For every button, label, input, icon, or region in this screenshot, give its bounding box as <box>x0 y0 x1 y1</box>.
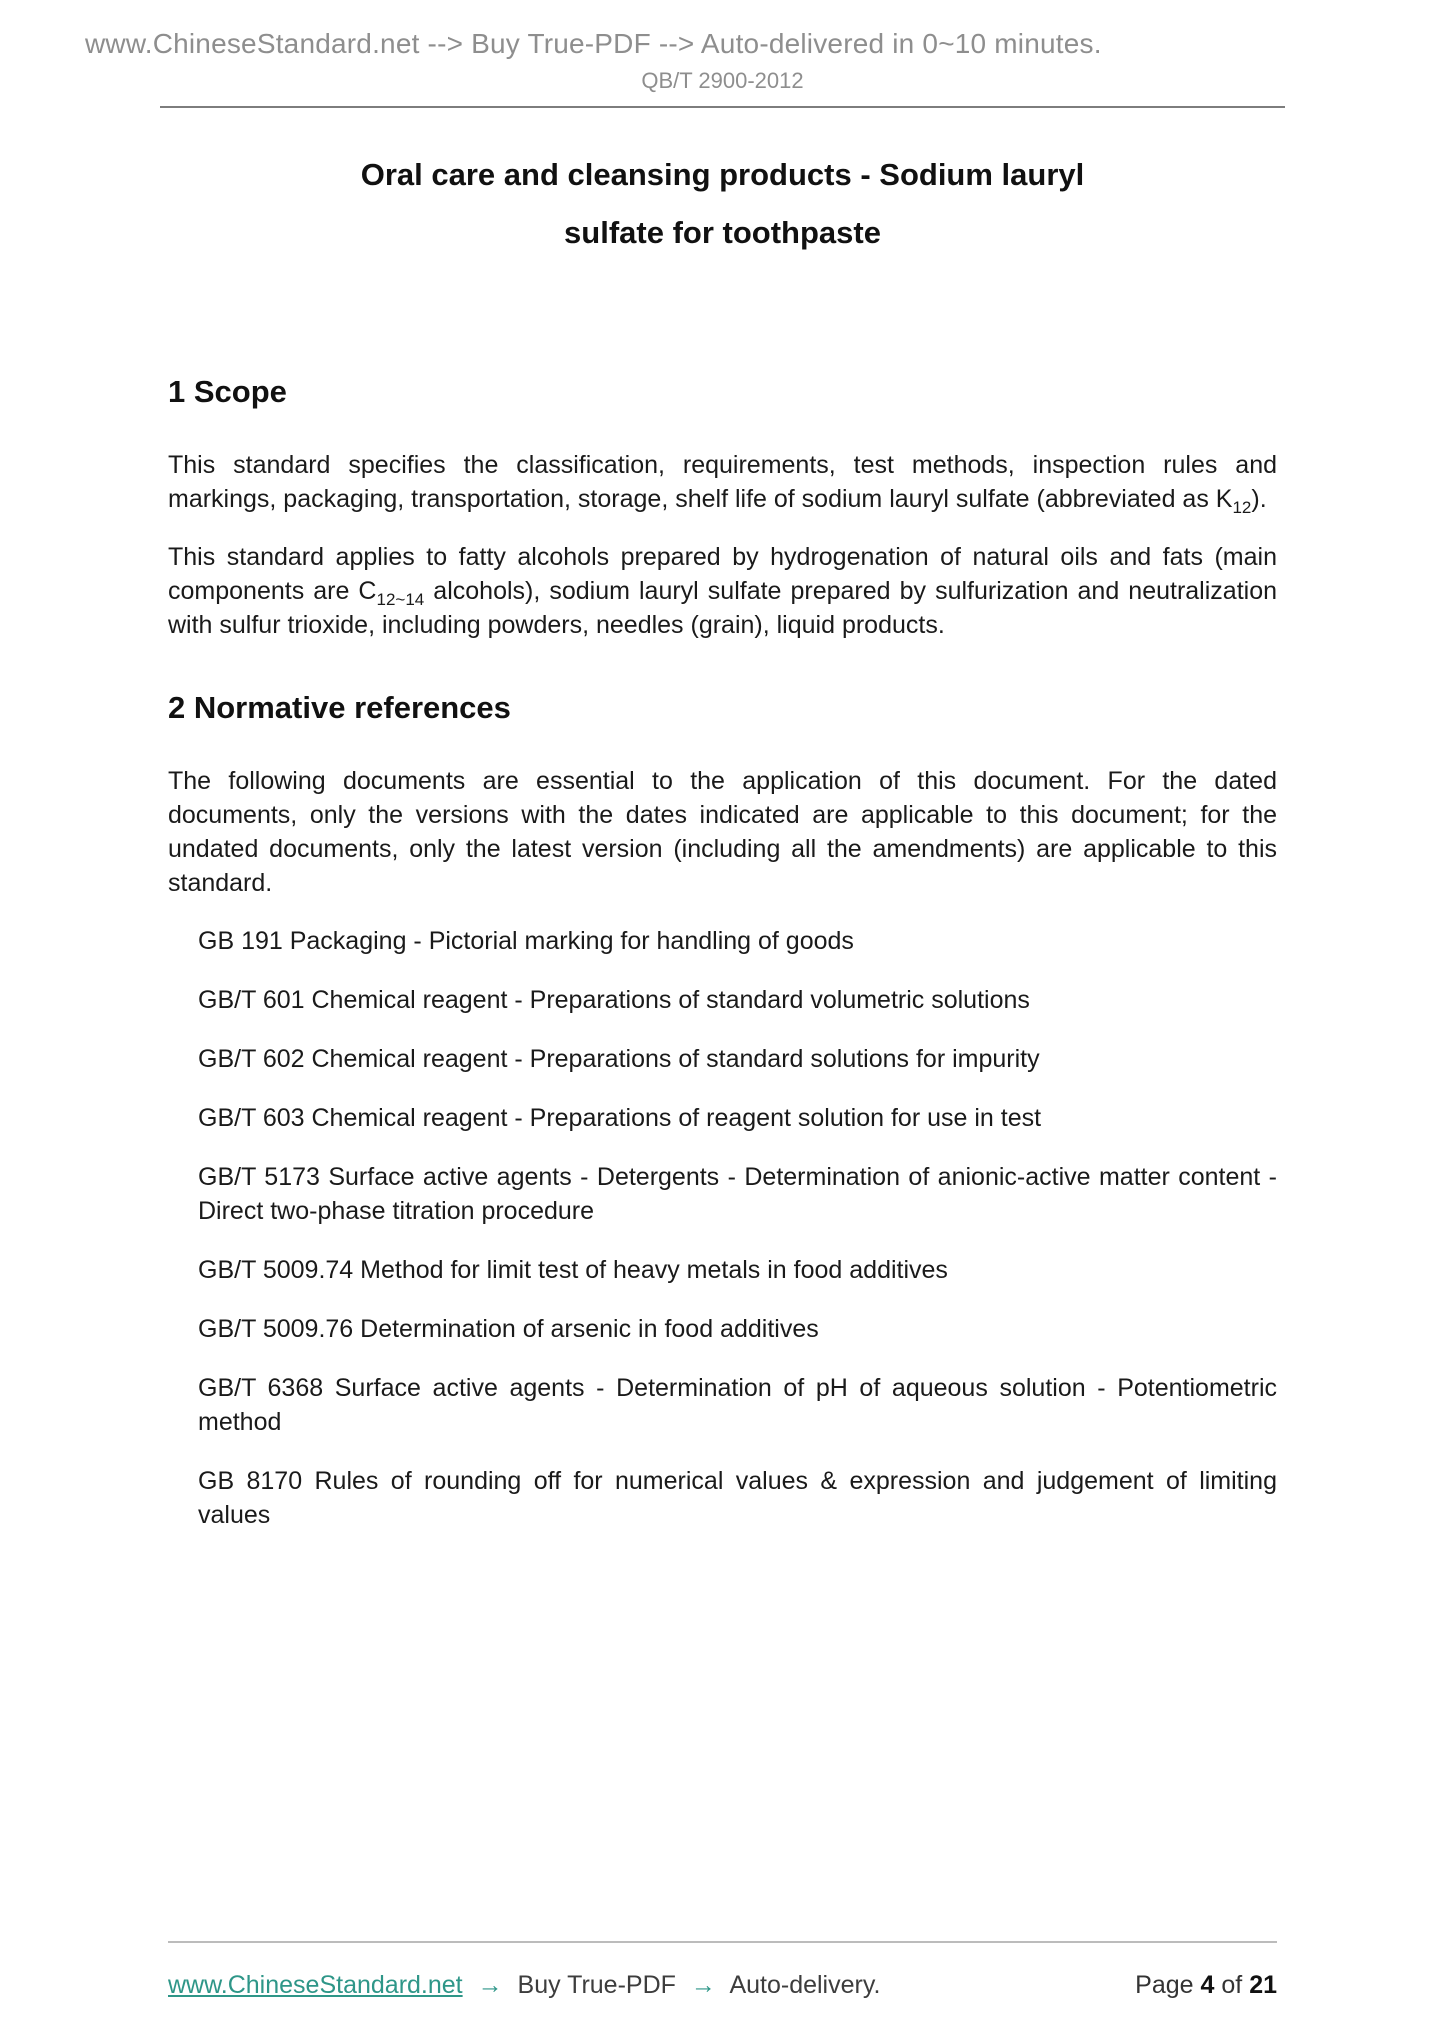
scope-paragraph-2: This standard applies to fatty alcohols prepared by hydrogenation of natural oils and fats (main components are $C_{12\sim 14}$ alcohols), sodium lauryl sulfate prepared by sulfurization and neutralization with sulfur trioxide, including powders, needles (grain), liquid products. <box>168 543 1277 639</box>
footer-arrow-icon: → <box>477 1971 503 1999</box>
reference-item: GB 8170 Rules of rounding off for numerical values & expression and judgement of limiting values <box>198 1467 1277 1529</box>
footer-arrow-icon: → <box>690 1971 716 1999</box>
reference-item: GB/T 601 Chemical reagent - Preparations of standard volumetric solutions <box>198 986 1030 1014</box>
page-footer <box>0 1941 1445 2044</box>
section-heading-normative-references: 2 Normative references <box>168 690 511 725</box>
reference-item: GB/T 602 Chemical reagent - Preparations of standard solutions for impurity <box>198 1045 1040 1073</box>
footer-buy-text: Buy True-PDF <box>517 1971 676 1999</box>
section-heading-scope: 1 Scope <box>168 374 287 409</box>
page-current-number: 4 <box>1200 1971 1215 1999</box>
footer-row <box>168 1971 1277 2000</box>
document-code: QB/T 2900-2012 <box>641 68 804 93</box>
header-promo-text: www.ChineseStandard.net --> Buy True-PDF --> Auto-delivered in 0~10 minutes. <box>85 28 1102 59</box>
document-title <box>168 146 1277 262</box>
page-total-number: 21 <box>1249 1971 1277 1999</box>
document-title-line1: Oral care and cleansing products - Sodium lauryl <box>360 157 1085 192</box>
document-body <box>0 108 1445 1941</box>
reference-item: GB/T 6368 Surface active agents - Determination of pH of aqueous solution - Potentiometric method <box>198 1374 1277 1436</box>
page-header <box>0 0 1445 108</box>
page-word: Page <box>1135 1971 1194 1999</box>
footer-promo <box>168 1971 880 2000</box>
reference-item: GB/T 5009.74 Method for limit test of heavy metals in food additives <box>198 1256 948 1284</box>
reference-item: GB/T 603 Chemical reagent - Preparations of reagent solution for use in test <box>198 1104 1042 1132</box>
page-of-word: of <box>1221 1971 1243 1999</box>
document-title-line2: sulfate for toothpaste <box>564 215 881 250</box>
references-intro-paragraph: The following documents are essential to the application of this document. For the dated documents, only the versions with the dates indicated are applicable to this document; for the undated documents, only the latest version (including all the amendments) are applicable to this standard. <box>168 767 1277 897</box>
scope-paragraph-1: This standard specifies the classification, requirements, test methods, inspection rules and markings, packaging, transportation, storage, shelf life of sodium lauryl sulfate (abbreviated as $K_{12}$). <box>168 451 1277 517</box>
footer-delivery-text: Auto-delivery. <box>729 1971 881 1999</box>
footer-site-link[interactable]: www.ChineseStandard.net <box>168 1971 463 1999</box>
reference-item: GB/T 5009.76 Determination of arsenic in food additives <box>198 1315 819 1343</box>
references-list <box>168 924 1277 1532</box>
reference-item: GB/T 5173 Surface active agents - Detergents - Determination of anionic-active matter content - Direct two-phase titration procedure <box>198 1163 1277 1225</box>
page-indicator <box>1135 1971 1277 2000</box>
reference-item: GB 191 Packaging - Pictorial marking for handling of goods <box>198 927 854 955</box>
footer-divider <box>168 1941 1277 1943</box>
